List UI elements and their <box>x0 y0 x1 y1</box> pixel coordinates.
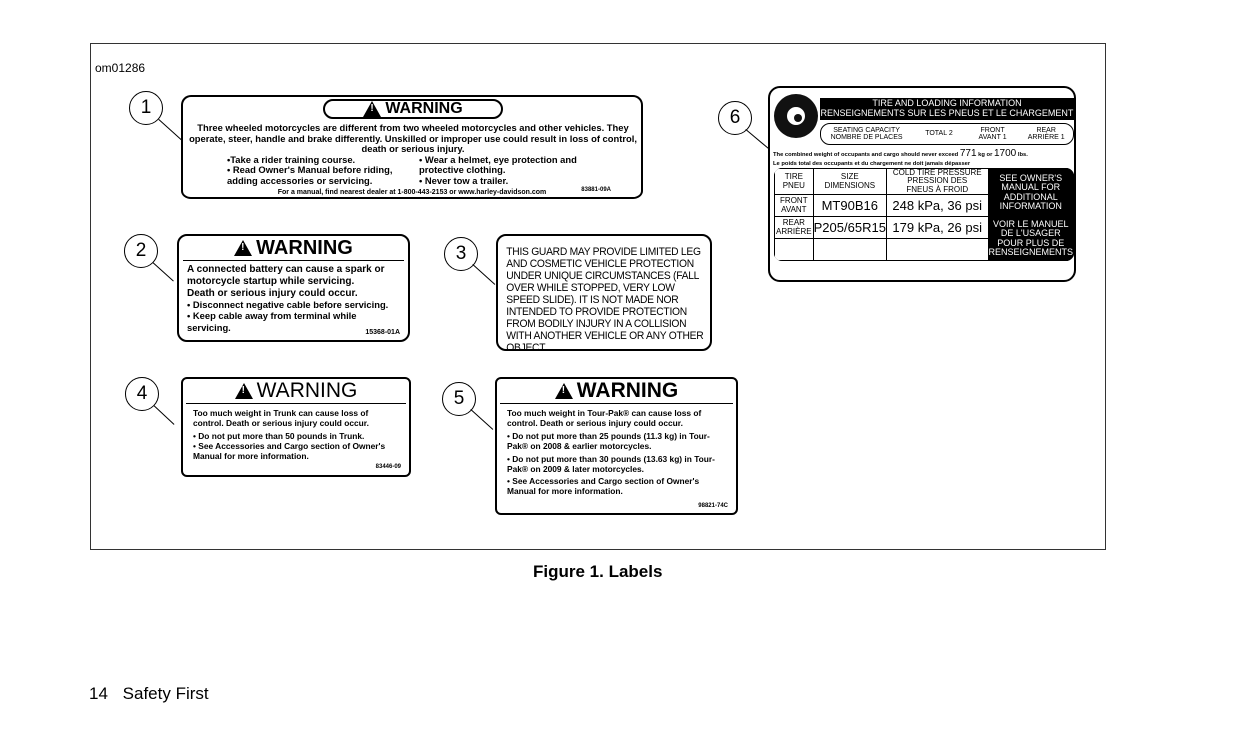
warning-heading: ! WARNING <box>323 99 503 119</box>
tire-info-banner: TIRE AND LOADING INFORMATION RENSEIGNEMENTS SUR LES PNEUS ET LE CHARGEMENT <box>820 98 1074 120</box>
bullet: •Take a rider training course. <box>227 153 356 165</box>
callout-5: 5 <box>442 382 476 416</box>
warning-triangle-icon <box>235 383 253 399</box>
callout-4: 4 <box>125 377 159 411</box>
warning-label-three-wheeled <box>181 95 643 199</box>
max-lbs: 1700 <box>993 148 1017 159</box>
guard-notice-label <box>496 234 712 354</box>
bullet: • Do not put more than 25 pounds (11.3 kg) in Tour-Pak® on 2008 & earlier motorcycles. <box>507 430 710 451</box>
warning-intro: Too much weight in Tour-Pak® can cause loss of control. Death or serious injury could occur. <box>507 408 702 428</box>
guard-notice-text: THIS GUARD MAY PROVIDE LIMITED LEG AND COSMETIC VEHICLE PROTECTION UNDER UNIQUE CIRCUMSTANCES (FALL OVER WHILE STOPPED, VERY LOW SPEED SLIDE). IT IS NOT MADE NOR INTENDED TO PROVIDE PROTECTION FROM BODILY INJURY IN A COLLISION WITH ANOTHER VEHICLE OR ANY OTHER OBJECT. <box>506 246 704 354</box>
section-title: Safety First <box>122 684 209 703</box>
dealer-contact: For a manual, find nearest dealer at 1-800-443-2153 or www.harley-davidson.com <box>277 189 547 196</box>
callout-6: 6 <box>718 101 752 135</box>
page-number: 14 <box>89 684 108 703</box>
bullet: • Disconnect negative cable before servicing. <box>187 299 389 311</box>
part-number: 15368-01A <box>365 329 400 336</box>
callout-1: 1 <box>129 91 163 125</box>
bullet: • Wear a helmet, eye protection and protective clothing. <box>419 153 577 176</box>
bullet: • Read Owner's Manual before riding, adding accessories or servicing. <box>227 164 393 186</box>
warning-label-tour-pak <box>495 377 738 515</box>
total-seats: 2 <box>948 130 953 138</box>
figure-id: om01286 <box>95 61 146 75</box>
front-seats: 1 <box>1002 134 1007 141</box>
max-load-statement: The combined weight of occupants and cargo should never exceed 771 kg or 1700 lbs. Le poids total des occupants et du chargement ne doit jamais dépasser <box>773 148 1028 167</box>
part-number: 83881-09A <box>581 187 611 193</box>
bullet: • Do not put more than 50 pounds in Trunk. <box>193 430 365 441</box>
see-manual-fr: VOIR LE MANUEL DE L'USAGER POUR PLUS DE RENSEIGNEMENTS <box>988 217 1074 261</box>
warning-triangle-icon <box>363 101 381 117</box>
bullet: • See Accessories and Cargo section of Owner's Manual for more information. <box>193 440 386 461</box>
table-row: REAR ARRIÈRE P205/65R15 179 kPa, 26 psi VOIR LE MANUEL DE L'USAGER POUR PLUS DE RENSEIGNEMENTS <box>775 217 1074 239</box>
part-number: 98821-74C <box>698 503 728 509</box>
warning-label-trunk <box>181 377 411 477</box>
bullet: • See Accessories and Cargo section of Owner's Manual for more information. <box>507 476 700 497</box>
warning-label-battery <box>177 234 410 342</box>
tire-loading-label <box>768 86 1076 282</box>
warning-intro: Too much weight in Trunk can cause loss of control. Death or serious injury could occur. <box>193 408 369 428</box>
max-kg: 771 <box>959 148 977 159</box>
warning-text: Death or serious injury could occur. <box>187 287 358 299</box>
callout-3: 3 <box>444 237 478 271</box>
warning-heading: ! WARNING <box>500 379 733 404</box>
table-row: FRONT AVANT MT90B16 248 kPa, 36 psi <box>775 195 1074 217</box>
page-footer <box>89 684 209 704</box>
warning-triangle-icon <box>555 383 573 399</box>
figure-caption: Figure 1. Labels <box>533 562 663 581</box>
bullet: • Keep cable away from terminal while servicing. <box>187 310 357 333</box>
part-number: 83446-09 <box>375 464 401 470</box>
tire-icon <box>774 94 818 138</box>
tire-pressure-table: TIRE PNEU SIZE DIMENSIONS COLD TIRE PRESSURE PRESSION DES FNEUS À FROID SEE OWNER'S MANUAL FOR ADDITIONAL INFORMATION FRONT AVANT MT90B16 248 kPa, 36 psi REAR ARRIÈRE P205/65R15 179 kPa, 26 psi VOIR LE MANUEL DE L'USAGER POUR PLUS DE RENSEIGNEMENTS <box>774 168 1074 261</box>
warning-triangle-icon <box>234 240 252 256</box>
bullet: • Do not put more than 30 pounds (13.63 kg) in Tour-Pak® on 2009 & later motorcycles. <box>507 453 715 474</box>
warning-text: A connected battery can cause a spark or motorcycle startup while servicing. <box>187 264 385 287</box>
seating-capacity: SEATING CAPACITY NOMBRE DE PLACES TOTAL 2 FRONT AVANT 1 REAR ARRIÈRE 1 <box>820 123 1074 145</box>
see-manual-en: SEE OWNER'S MANUAL FOR ADDITIONAL INFORMATION <box>988 169 1074 217</box>
warning-intro: Three wheeled motorcycles are different from two wheeled motorcycles and other vehicles. They operate, steer, handle and brake differently. Unskilled or improper use could result in loss of control, death or serious injury. <box>189 122 637 155</box>
bullet: • Never tow a trailer. <box>419 174 509 186</box>
callout-2: 2 <box>124 234 158 268</box>
warning-heading: ! WARNING <box>183 236 404 261</box>
rear-seats: 1 <box>1060 134 1065 141</box>
warning-heading: ! WARNING <box>186 379 406 404</box>
